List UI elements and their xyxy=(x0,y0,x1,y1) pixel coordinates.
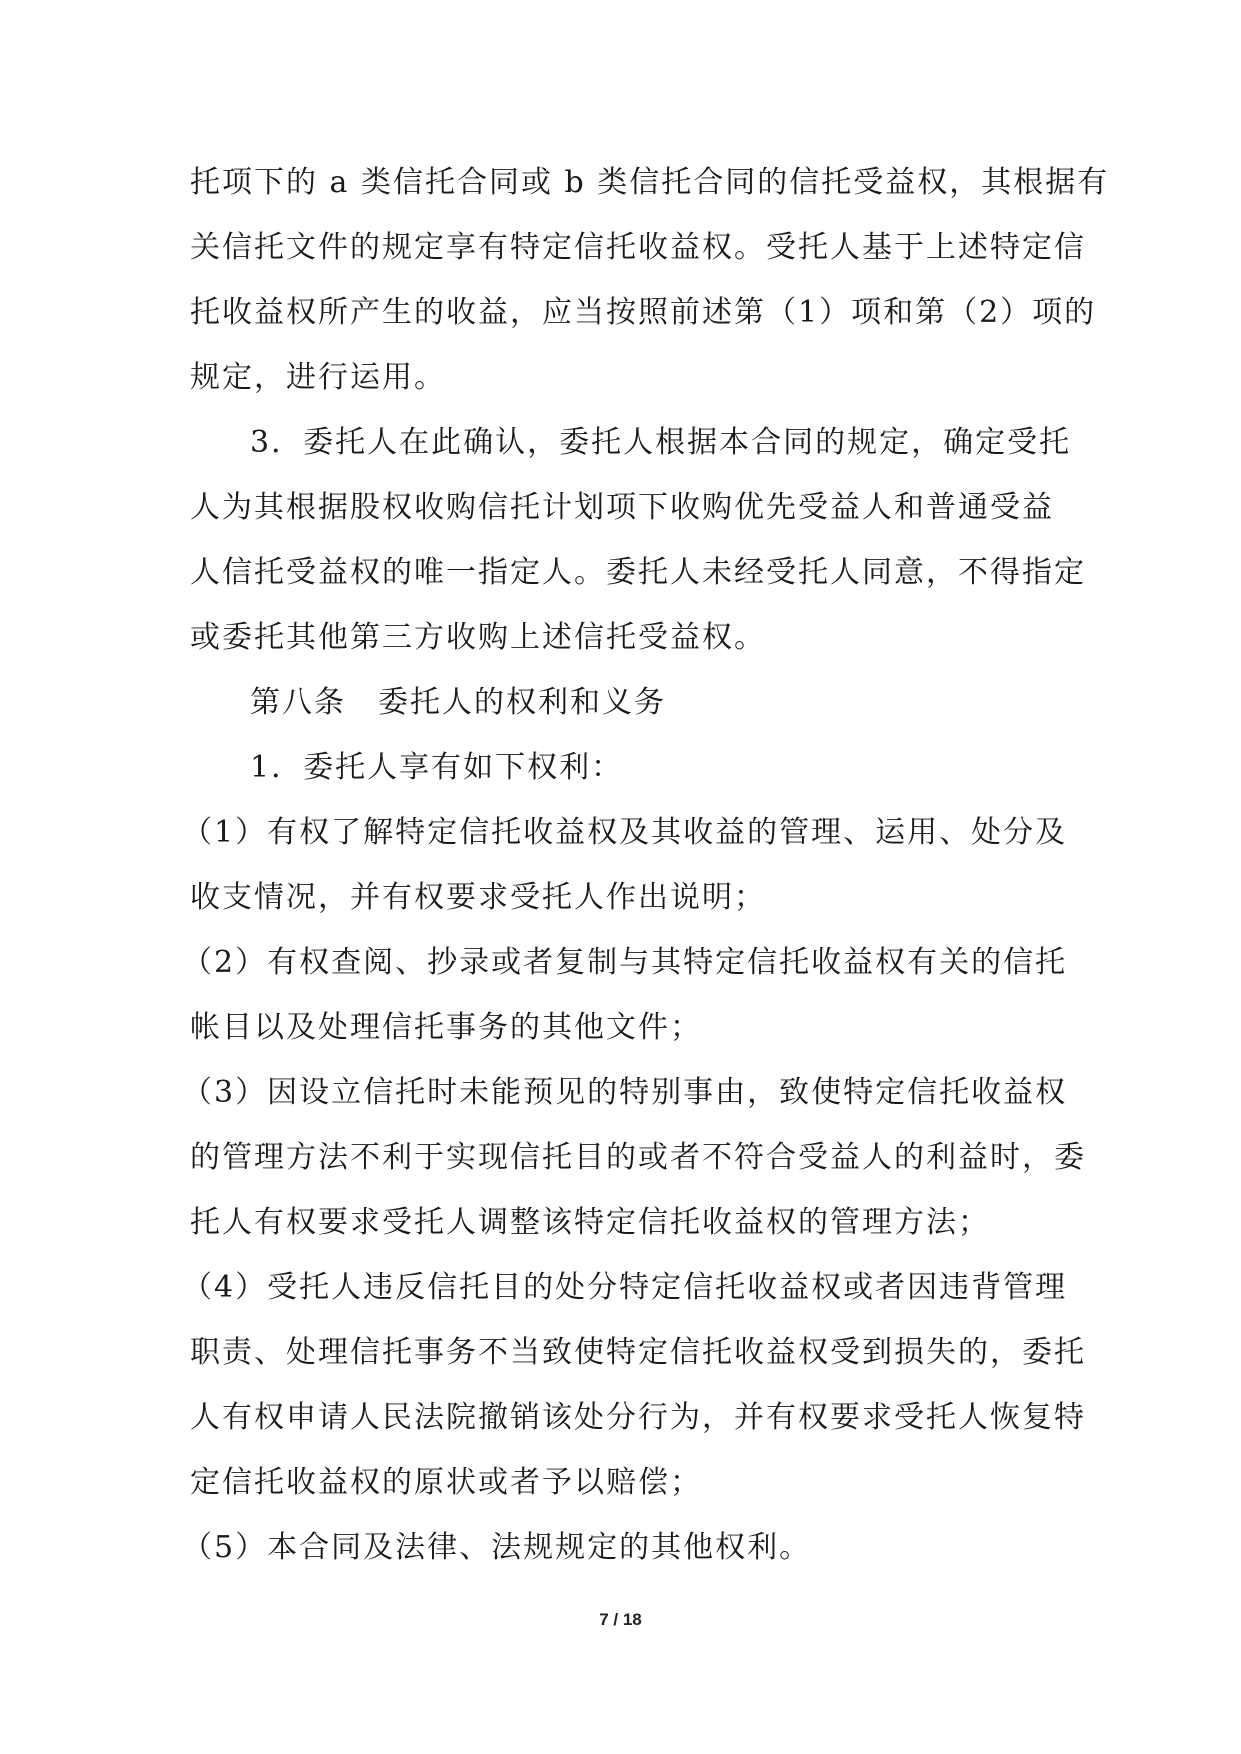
list-item xyxy=(182,1255,1086,1515)
list-item xyxy=(182,800,1068,930)
rights-intro: 1．委托人享有如下权利： xyxy=(250,750,624,785)
text-line: 托项下的 a 类信托合同或 b 类信托合同的信托受益权，其根据有 xyxy=(190,165,1110,200)
text-line: 收支情况，并有权要求受托人作出说明； xyxy=(190,880,766,915)
text-line: （2）有权查阅、抄录或者复制与其特定信托收益权有关的信托 xyxy=(182,945,1068,980)
list-item xyxy=(182,930,1068,1060)
paragraph-continuation xyxy=(190,150,1110,410)
text-line: 3．委托人在此确认，委托人根据本合同的规定，确定受托 xyxy=(250,425,1072,460)
document-body xyxy=(182,150,1110,1580)
text-line: 的管理方法不利于实现信托目的或者不符合受益人的利益时，委 xyxy=(190,1140,1086,1175)
text-line: 托人有权要求受托人调整该特定信托收益权的管理方法； xyxy=(190,1205,990,1240)
list-item xyxy=(182,1515,1055,1580)
text-line: 职责、处理信托事务不当致使特定信托收益权受到损失的，委托 xyxy=(190,1335,1086,1370)
text-line: （3）因设立信托时未能预见的特别事由，致使特定信托收益权 xyxy=(182,1075,1068,1110)
text-line: 托收益权所产生的收益，应当按照前述第（1）项和第（2）项的 xyxy=(190,295,1097,330)
text-line: 人信托受益权的唯一指定人。委托人未经受托人同意，不得指定 xyxy=(190,555,1086,590)
text-line: 人有权申请人民法院撤销该处分行为，并有权要求受托人恢复特 xyxy=(190,1400,1086,1435)
text-line: 规定，进行运用。 xyxy=(190,360,446,395)
text-line: （4）受托人违反信托目的处分特定信托收益权或者因违背管理 xyxy=(182,1270,1068,1305)
text-line: （1）有权了解特定信托收益权及其收益的管理、运用、处分及 xyxy=(182,815,1068,850)
text-line: （5）本合同及法律、法规规定的其他权利。 xyxy=(182,1530,812,1565)
text-line: 或委托其他第三方收购上述信托受益权。 xyxy=(190,620,766,655)
text-line: 帐目以及处理信托事务的其他文件； xyxy=(190,1010,702,1045)
article-heading: 第八条 委托人的权利和义务 xyxy=(250,685,666,720)
clause-3 xyxy=(190,410,1086,670)
rights-list xyxy=(182,800,1086,1580)
text-line: 人为其根据股权收购信托计划项下收购优先受益人和普通受益 xyxy=(190,490,1054,525)
page-number: 7 / 18 xyxy=(599,1610,642,1629)
list-item xyxy=(182,1060,1086,1255)
text-line: 定信托收益权的原状或者予以赔偿； xyxy=(190,1465,702,1500)
text-line: 关信托文件的规定享有特定信托收益权。受托人基于上述特定信 xyxy=(190,230,1086,265)
